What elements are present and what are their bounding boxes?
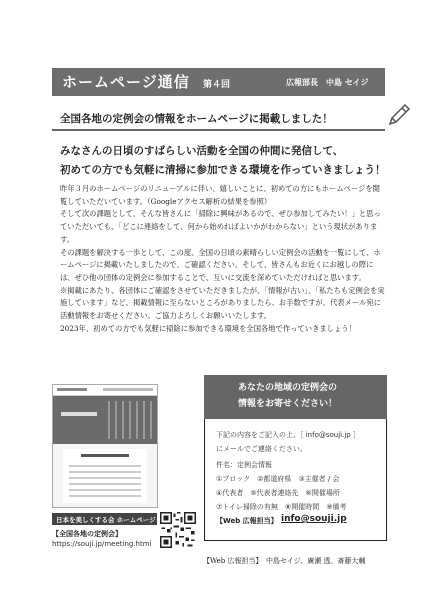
article-body (60, 183, 386, 335)
mail-label: 【Web 広報担当】 (216, 517, 278, 525)
body-paragraph: 昨年３月のホームページのリニューアルに伴い、嬉しいことに、初めての方にもホームページを閲覧していただいています。（Googleアクセス解析の結果を参照） (60, 184, 380, 206)
website-screenshot (52, 384, 158, 508)
homepage-banner-label: 日本を美しくする会 ホームページ (56, 516, 156, 524)
issue-number: 第４回 (203, 80, 231, 90)
body-paragraph: ※掲載にあたり、各団体にご確認をさせていただきましたが、「情報が古い」、「私たちも定例会を実施しています」など、掲載情報に至らないところがありましたら、お手数ですが、代表メール宛に活動情報をお寄せください。ご協力よろしくお願いいたします。 (60, 285, 385, 321)
info-box-line: にメールでご連絡ください。 (216, 445, 307, 453)
author-name: 広報部長 中島 セイジ (286, 78, 369, 87)
web-team-credits: 【Web 広報担当】 中島セイジ、廣瀬 透、斎藤大輔 (203, 557, 366, 565)
meeting-link-title: 【全国各地の定例会】 (52, 530, 122, 538)
newsletter-title: ホームページ通信 (62, 73, 190, 91)
body-paragraph: そして次の課題として、そんな皆さんに「掃除に興味があるので、ぜひ参加してみたい！」と思っていただいても、「どこに連絡をして、何から始めればよいかがわからない」という現状があります。 (60, 209, 381, 244)
body-paragraph: 2023年、初めての方でも気軽に掃除に参加できる環境を全国各地で作っていきましょう！ (60, 323, 356, 333)
meeting-link-url[interactable]: https://souji.jp/meeting.html (52, 540, 152, 548)
info-box-line: 下記の内容をご記入の上、［ info@souji.jp ］ (216, 431, 360, 439)
pencil-icon (386, 102, 412, 128)
info-box-line: ④代表者 ⑤代表者連絡先 ⑥開催場所 (216, 489, 340, 497)
info-box-heading-1: あなたの地域の定例会の (238, 383, 338, 393)
info-box-line: ⑦トイレ掃除の有無 ⑧開催時間 ⑨備考 (216, 503, 347, 511)
info-box-line: ①ブロック ②都道府県 ③主催者 / 会 (216, 475, 340, 483)
section-title: 全国各地の定例会の情報をホームページに掲載しました！ (60, 113, 333, 125)
qr-code-icon (160, 512, 196, 548)
info-box-line: 件名：定例会情報 (216, 461, 272, 469)
info-box-heading-2: 情報をお寄せください！ (238, 399, 338, 409)
body-paragraph: その課題を解決する一歩として、この度、全国の日頃の素晴らしい定例会の活動を一覧にして、ホームページに掲載いたしましたので、ご確認ください。そして、皆さんもお近くにお越しの際には、ぜひ他の団体の定例会に参加することで、互いに交流を深めていただければと思います。 (60, 247, 381, 282)
lead-line-1: みなさんの日頃のすばらしい活動を全国の仲間に発信して、 (60, 145, 344, 157)
lead-line-2: 初めての方でも気軽に清掃に参加できる環境を作っていきましょう！ (60, 164, 386, 176)
mail-address-link[interactable]: info@souji.jp (281, 514, 347, 524)
